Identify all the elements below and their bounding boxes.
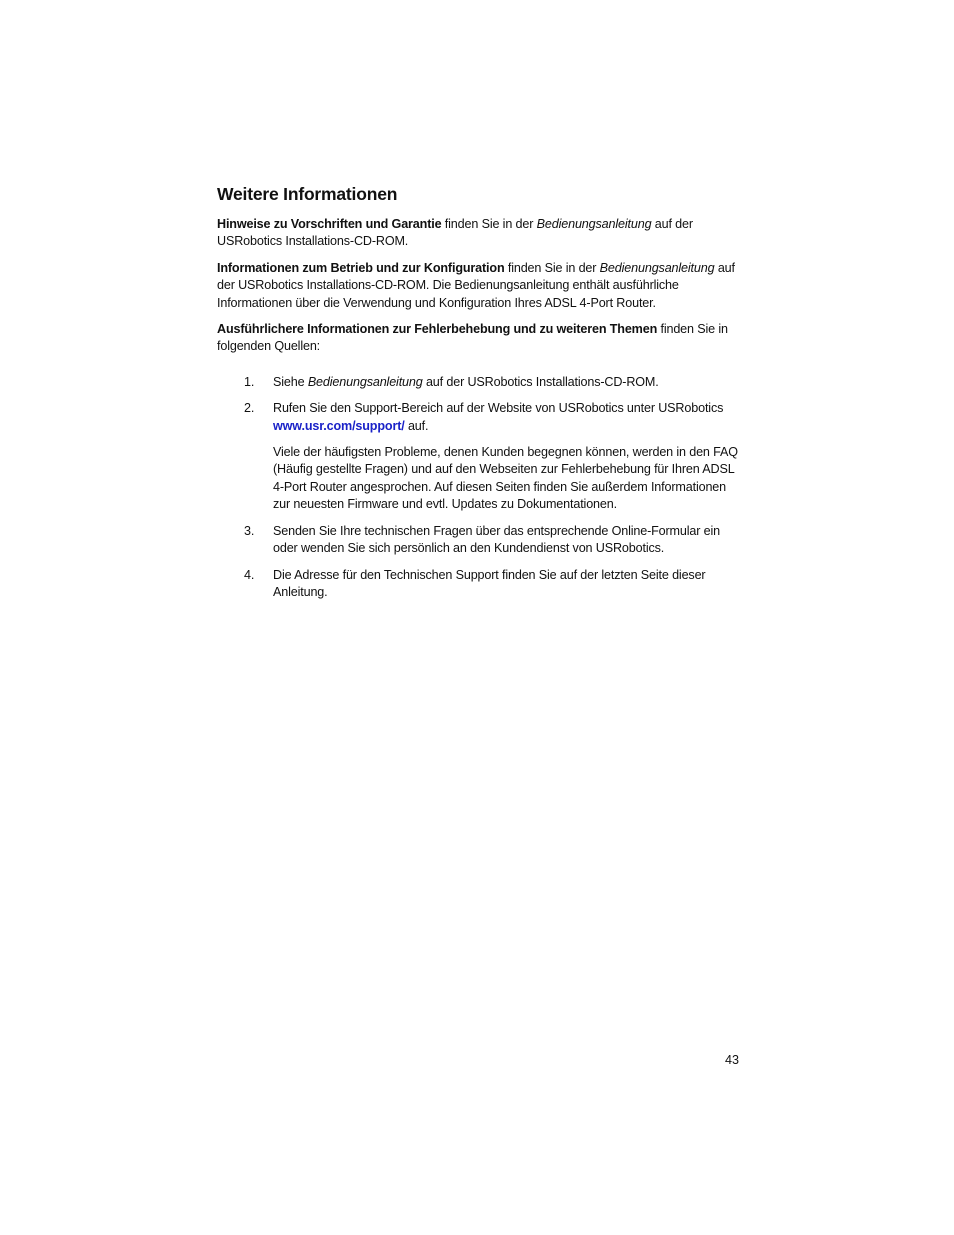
list-item-number: 1. <box>244 374 255 389</box>
regulations-text-a: finden Sie in der <box>441 217 537 231</box>
list-item <box>217 400 739 513</box>
regulations-heading: Hinweise zu Vorschriften und Garantie <box>217 217 442 231</box>
operation-heading: Informationen zum Betrieb und zur Konfiguration <box>217 260 505 275</box>
operation-text-a: finden Sie in der <box>504 260 600 275</box>
list-item-text-b: auf. <box>404 418 429 433</box>
list-item-text-a: Rufen Sie den Support-Bereich auf der Website von USRobotics unter USRobotics <box>273 401 724 416</box>
content-area <box>217 182 739 610</box>
regulations-text-b: auf der USRobotics Installations-CD-ROM. <box>217 217 693 249</box>
list-item <box>217 523 739 558</box>
list-item-subparagraph: Viele der häufigsten Probleme, denen Kunden begegnen können, werden in den FAQ (Häufig gestellte Fragen) und auf den Webseiten zur Fehlerbehebung für Ihren ADSL 4-Port Router angesprochen. Auf diesen Seiten finden Sie außerdem Informationen zur neuesten Firmware und evtl. Updates zu Dokumentationen. <box>273 445 738 512</box>
list-item-text-a: Die Adresse für den Technischen Support finden Sie auf der letzten Seite dieser Anleitung. <box>273 567 706 599</box>
section-title: Weitere Informationen <box>217 184 398 204</box>
list-item <box>217 374 739 391</box>
list-item-number: 3. <box>244 523 255 538</box>
operation-manual-ref: Bedienungsanleitung <box>599 260 715 275</box>
paragraph-operation <box>217 260 739 312</box>
page-number: 43 <box>724 1053 739 1067</box>
paragraph-regulations <box>217 216 739 251</box>
troubleshooting-heading: Ausführlichere Informationen zur Fehlerbehebung und zu weiteren Themen <box>217 322 658 337</box>
list-item-text-b: auf der USRobotics Installations-CD-ROM. <box>422 374 659 389</box>
list-item-number: 4. <box>244 567 255 582</box>
regulations-manual-ref: Bedienungsanleitung <box>536 217 652 231</box>
paragraph-troubleshooting <box>217 321 739 356</box>
sources-list <box>217 374 739 601</box>
list-item <box>217 567 739 602</box>
troubleshooting-text: finden Sie in folgenden Quellen: <box>217 322 728 354</box>
list-item-manual-ref: Bedienungsanleitung <box>307 374 423 389</box>
list-item-number: 2. <box>244 401 255 416</box>
support-link[interactable]: www.usr.com/support/ <box>273 418 405 433</box>
list-item-text-a: Siehe <box>273 374 308 389</box>
list-item-text-a: Senden Sie Ihre technischen Fragen über das entsprechende Online-Formular ein oder wenden Sie sich persönlich an den Kundendienst von USRobotics. <box>273 523 720 556</box>
operation-text-b: auf der USRobotics Installations-CD-ROM. Die Bedienungsanleitung enthält ausführliche Informationen über die Verwendung und Konfiguration Ihres ADSL 4-Port Router. <box>217 260 735 310</box>
